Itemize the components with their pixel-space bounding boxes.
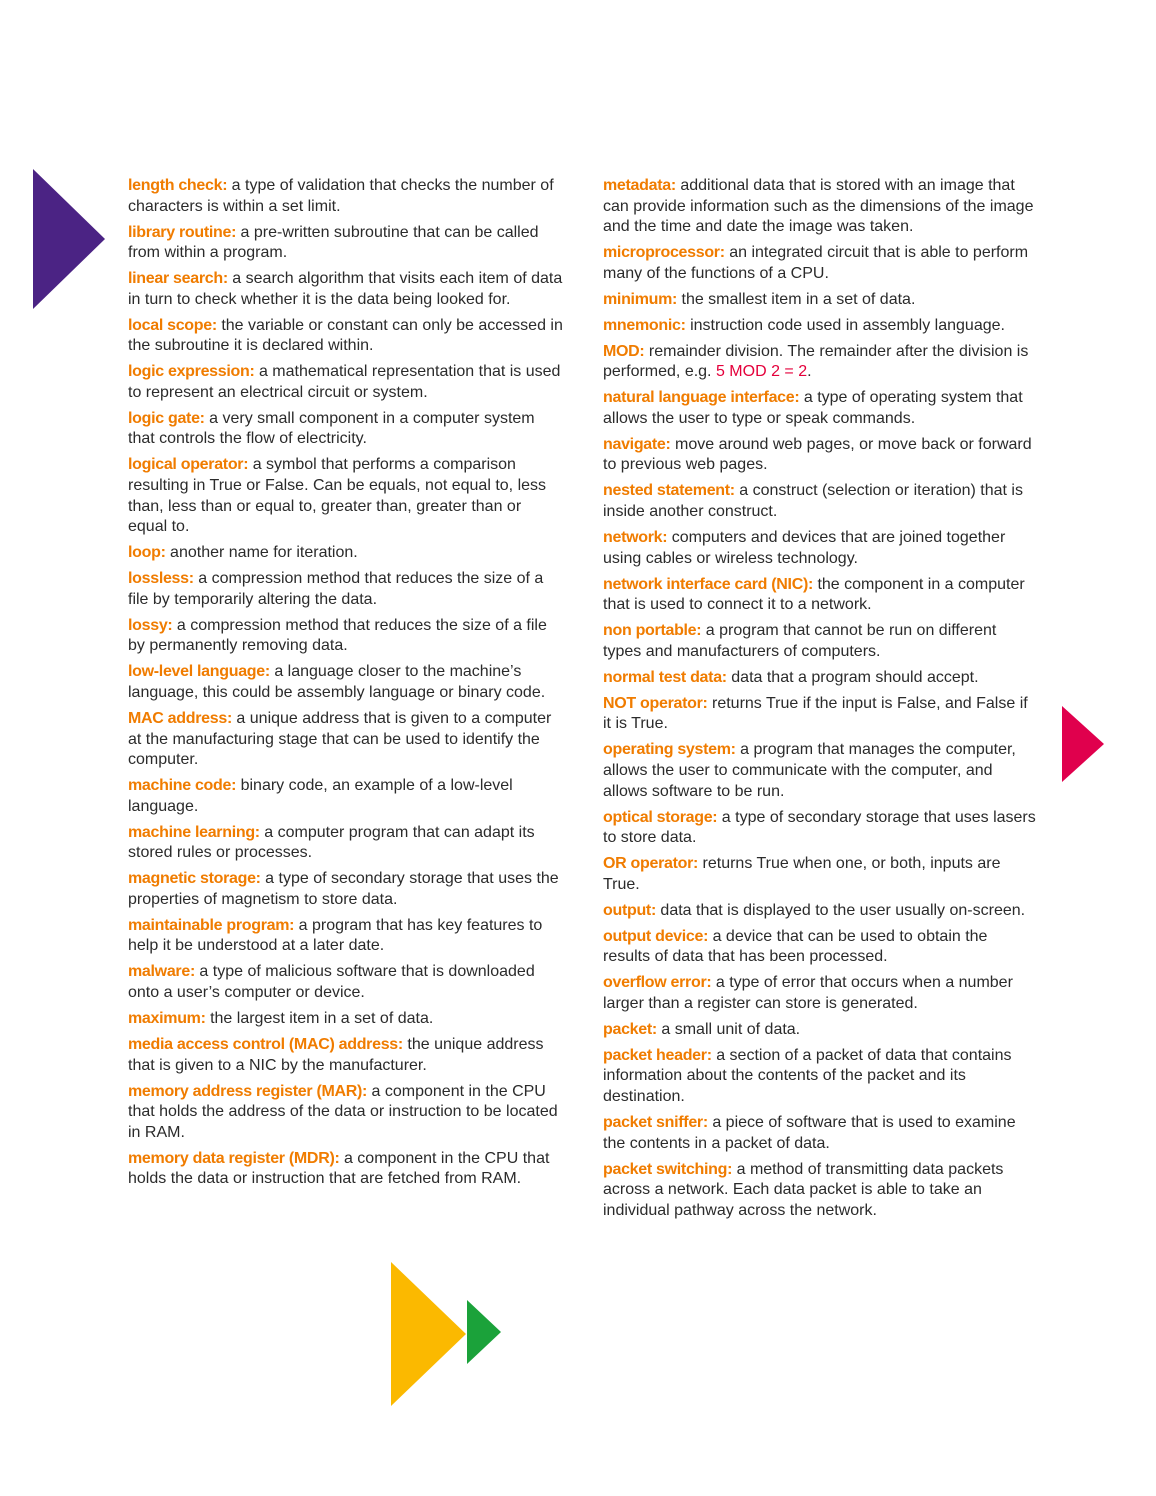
glossary-definition: a section of a packet of data that contains information about the contents of the packet and its destination. xyxy=(603,1046,1012,1105)
glossary-definition: a component in the CPU that holds the data or instruction that are fetched from RAM. xyxy=(128,1149,550,1188)
glossary-term: loop: xyxy=(128,544,166,562)
glossary-entry xyxy=(128,962,564,1003)
glossary-entry xyxy=(128,1035,564,1076)
glossary-definition: a type of secondary storage that uses the properties of magnetism to store data. xyxy=(128,870,559,908)
glossary-definition: move around web pages, or move back or forward to previous web pages. xyxy=(603,435,1032,474)
glossary-entry xyxy=(603,176,1037,238)
glossary-term: logical operator: xyxy=(128,456,249,474)
purple-triangle-icon xyxy=(33,169,105,309)
glossary-term: optical storage: xyxy=(603,808,718,826)
glossary-term: operating system: xyxy=(603,741,736,759)
glossary-entry xyxy=(603,901,1037,922)
glossary-entry xyxy=(128,316,564,357)
glossary-entry xyxy=(603,621,1037,662)
glossary-term: OR operator: xyxy=(603,855,699,873)
glossary-entry xyxy=(128,869,564,910)
glossary-definition: data that is displayed to the user usually on-screen. xyxy=(655,901,1026,919)
glossary-entry xyxy=(603,1160,1037,1222)
glossary-term: library routine: xyxy=(128,223,237,241)
glossary-entry xyxy=(603,808,1037,849)
glossary-entry xyxy=(603,1046,1037,1108)
glossary-entry xyxy=(603,740,1037,802)
glossary-definition: additional data that is stored with an image that can provide information such as the dimensions of the image and the time and date the image was taken. xyxy=(603,177,1034,236)
glossary-definition: remainder division. The remainder after the division is performed, e.g. xyxy=(603,342,1029,381)
glossary-term: non portable: xyxy=(603,622,702,640)
glossary-entry xyxy=(128,455,564,537)
glossary-term: network interface card (NIC): xyxy=(603,575,814,593)
glossary-term: machine code: xyxy=(128,777,237,795)
glossary-definition: computers and devices that are joined together using cables or wireless technology. xyxy=(603,529,1006,567)
glossary-term: local scope: xyxy=(128,316,217,334)
glossary-term: length check: xyxy=(128,177,228,194)
glossary-term: natural language interface: xyxy=(603,389,800,407)
glossary-term: packet switching: xyxy=(603,1160,733,1178)
glossary-term: minimum: xyxy=(603,290,678,308)
glossary-definition: a small unit of data. xyxy=(656,1020,801,1038)
glossary-entry xyxy=(603,388,1037,429)
glossary-term: magnetic storage: xyxy=(128,870,261,888)
glossary-term: navigate: xyxy=(603,435,671,453)
glossary-entry xyxy=(128,269,564,310)
glossary-definition: instruction code used in assembly language. xyxy=(685,316,1005,334)
glossary-entry xyxy=(128,409,564,450)
glossary-entry xyxy=(603,854,1037,895)
glossary-definition: a computer program that can adapt its stored rules or processes. xyxy=(128,823,535,862)
glossary-entry xyxy=(603,342,1037,383)
glossary-entry xyxy=(128,569,564,610)
glossary-definition: a type of validation that checks the number of characters is within a set limit. xyxy=(128,177,554,215)
glossary-definition: a very small component in a computer system that controls the flow of electricity. xyxy=(128,409,535,448)
glossary-term: MOD: xyxy=(603,342,645,360)
glossary-term: packet: xyxy=(603,1020,657,1038)
glossary-term: NOT operator: xyxy=(603,694,708,712)
glossary-entry xyxy=(603,1113,1037,1154)
glossary-term: nested statement: xyxy=(603,482,735,500)
glossary-definition: returns True if the input is False, and False if it is True. xyxy=(603,694,1028,733)
glossary-term: lossy: xyxy=(128,616,173,634)
glossary-term: mnemonic: xyxy=(603,316,686,334)
glossary-definition: the unique address that is given to a NIC by the manufacturer. xyxy=(128,1036,544,1074)
glossary-entry xyxy=(128,1149,564,1190)
glossary-term: microprocessor: xyxy=(603,244,725,262)
glossary-term: normal test data: xyxy=(603,668,727,686)
glossary-entry xyxy=(128,662,564,703)
glossary-term: memory data register (MDR): xyxy=(128,1149,340,1167)
glossary-term: overflow error: xyxy=(603,974,712,992)
glossary-definition: a construct (selection or iteration) that is inside another construct. xyxy=(603,482,1023,521)
glossary-term: MAC address: xyxy=(128,709,232,727)
glossary-definition: binary code, an example of a low-level language. xyxy=(128,777,513,815)
glossary-term: logic gate: xyxy=(128,409,205,427)
glossary-entry xyxy=(603,1020,1037,1041)
glossary-definition: a type of operating system that allows the user to type or speak commands. xyxy=(603,389,1023,427)
glossary-definition: a component in the CPU that holds the address of the data or instruction to be located in RAM. xyxy=(128,1082,558,1141)
glossary-definition: the largest item in a set of data. xyxy=(205,1010,434,1028)
glossary-term: packet sniffer: xyxy=(603,1113,708,1131)
definition-end: . xyxy=(807,363,812,381)
glossary-definition: a type of secondary storage that uses lasers to store data. xyxy=(603,808,1036,847)
glossary-term: memory address register (MAR): xyxy=(128,1082,368,1100)
glossary-definition: data that a program should accept. xyxy=(726,668,979,686)
glossary-definition: returns True when one, or both, inputs are True. xyxy=(603,855,1001,893)
glossary-term: logic expression: xyxy=(128,363,255,381)
yellow-triangle-icon xyxy=(391,1262,466,1406)
glossary-definition: a mathematical representation that is used to represent an electrical circuit or system. xyxy=(128,363,561,401)
glossary-term: network: xyxy=(603,529,668,547)
glossary-definition: a method of transmitting data packets across a network. Each data packet is able to take an individual pathway across the network. xyxy=(603,1160,1004,1219)
glossary-term: malware: xyxy=(128,963,195,981)
glossary-term: maintainable program: xyxy=(128,916,295,934)
glossary-definition: a device that can be used to obtain the results of data that has been processed. xyxy=(603,927,988,966)
glossary-entry xyxy=(128,1082,564,1144)
glossary-definition: the component in a computer that is used to connect it to a network. xyxy=(603,575,1025,614)
glossary-term: linear search: xyxy=(128,270,228,288)
glossary-definition: the smallest item in a set of data. xyxy=(677,290,916,308)
glossary-definition: a compression method that reduces the size of a file by permanently removing data. xyxy=(128,616,547,655)
glossary-definition: a type of malicious software that is downloaded onto a user’s computer or device. xyxy=(128,963,535,1002)
glossary-definition: a language closer to the machine’s language, this could be assembly language or binary code. xyxy=(128,663,546,701)
glossary-entry xyxy=(603,927,1037,968)
glossary-term: low-level language: xyxy=(128,663,270,681)
glossary-term: maximum: xyxy=(128,1010,206,1028)
glossary-entry xyxy=(603,575,1037,616)
glossary-entry xyxy=(603,668,1037,689)
glossary-entry xyxy=(128,223,564,264)
glossary-definition: a compression method that reduces the size of a file by temporarily altering the data. xyxy=(128,570,544,608)
glossary-definition: a program that has key features to help it be understood at a later date. xyxy=(128,916,543,955)
glossary-entry xyxy=(128,709,564,771)
glossary-entry xyxy=(603,528,1037,569)
glossary-term: packet header: xyxy=(603,1046,712,1064)
glossary-term: metadata: xyxy=(603,177,676,194)
glossary-term: lossless: xyxy=(128,570,194,588)
glossary-entry xyxy=(603,290,1037,311)
glossary-entry xyxy=(603,435,1037,476)
glossary-definition: a pre-written subroutine that can be called from within a program. xyxy=(128,223,539,262)
glossary-entry xyxy=(603,694,1037,735)
glossary-right-column xyxy=(603,176,1037,1227)
glossary-definition: a type of error that occurs when a number larger than a register can store is generated. xyxy=(603,974,1013,1012)
glossary-entry xyxy=(128,776,564,817)
glossary-entry xyxy=(128,543,564,564)
glossary-definition: a search algorithm that visits each item of data in turn to check whether it is the data being looked for. xyxy=(128,270,563,308)
glossary-definition: a piece of software that is used to examine the contents in a packet of data. xyxy=(603,1113,1016,1152)
glossary-entry xyxy=(603,973,1037,1014)
glossary-term: machine learning: xyxy=(128,823,260,841)
glossary-definition: a symbol that performs a comparison resulting in True or False. Can be equals, not equal to, less than, less than or equal to, greater than, greater than or equal to. xyxy=(128,456,547,536)
glossary-definition: the variable or constant can only be accessed in the subroutine it is declared within. xyxy=(128,316,563,355)
glossary-entry xyxy=(128,616,564,657)
glossary-term: output device: xyxy=(603,927,709,945)
glossary-definition: a program that cannot be run on different types and manufacturers of computers. xyxy=(603,622,997,660)
green-triangle-icon xyxy=(467,1300,501,1364)
glossary-definition: a program that manages the computer, allows the user to communicate with the computer, and allows software to be run. xyxy=(603,741,1016,800)
glossary-entry xyxy=(128,176,564,217)
pink-triangle-icon xyxy=(1062,706,1104,782)
example-highlight: 5 MOD 2 = 2 xyxy=(715,363,808,381)
glossary-definition: an integrated circuit that is able to perform many of the functions of a CPU. xyxy=(603,244,1029,282)
glossary-entry xyxy=(603,243,1037,284)
glossary-entry xyxy=(128,916,564,957)
glossary-definition: a unique address that is given to a computer at the manufacturing stage that can be used to identify the computer. xyxy=(128,709,552,769)
glossary-definition: another name for iteration. xyxy=(165,544,358,562)
glossary-entry xyxy=(603,316,1037,337)
glossary-term: media access control (MAC) address: xyxy=(128,1036,403,1053)
glossary-term: output: xyxy=(603,901,656,919)
glossary-entry xyxy=(603,481,1037,522)
glossary-left-column xyxy=(128,176,564,1195)
glossary-entry xyxy=(128,1009,564,1030)
glossary-entry xyxy=(128,823,564,864)
glossary-entry xyxy=(128,362,564,403)
